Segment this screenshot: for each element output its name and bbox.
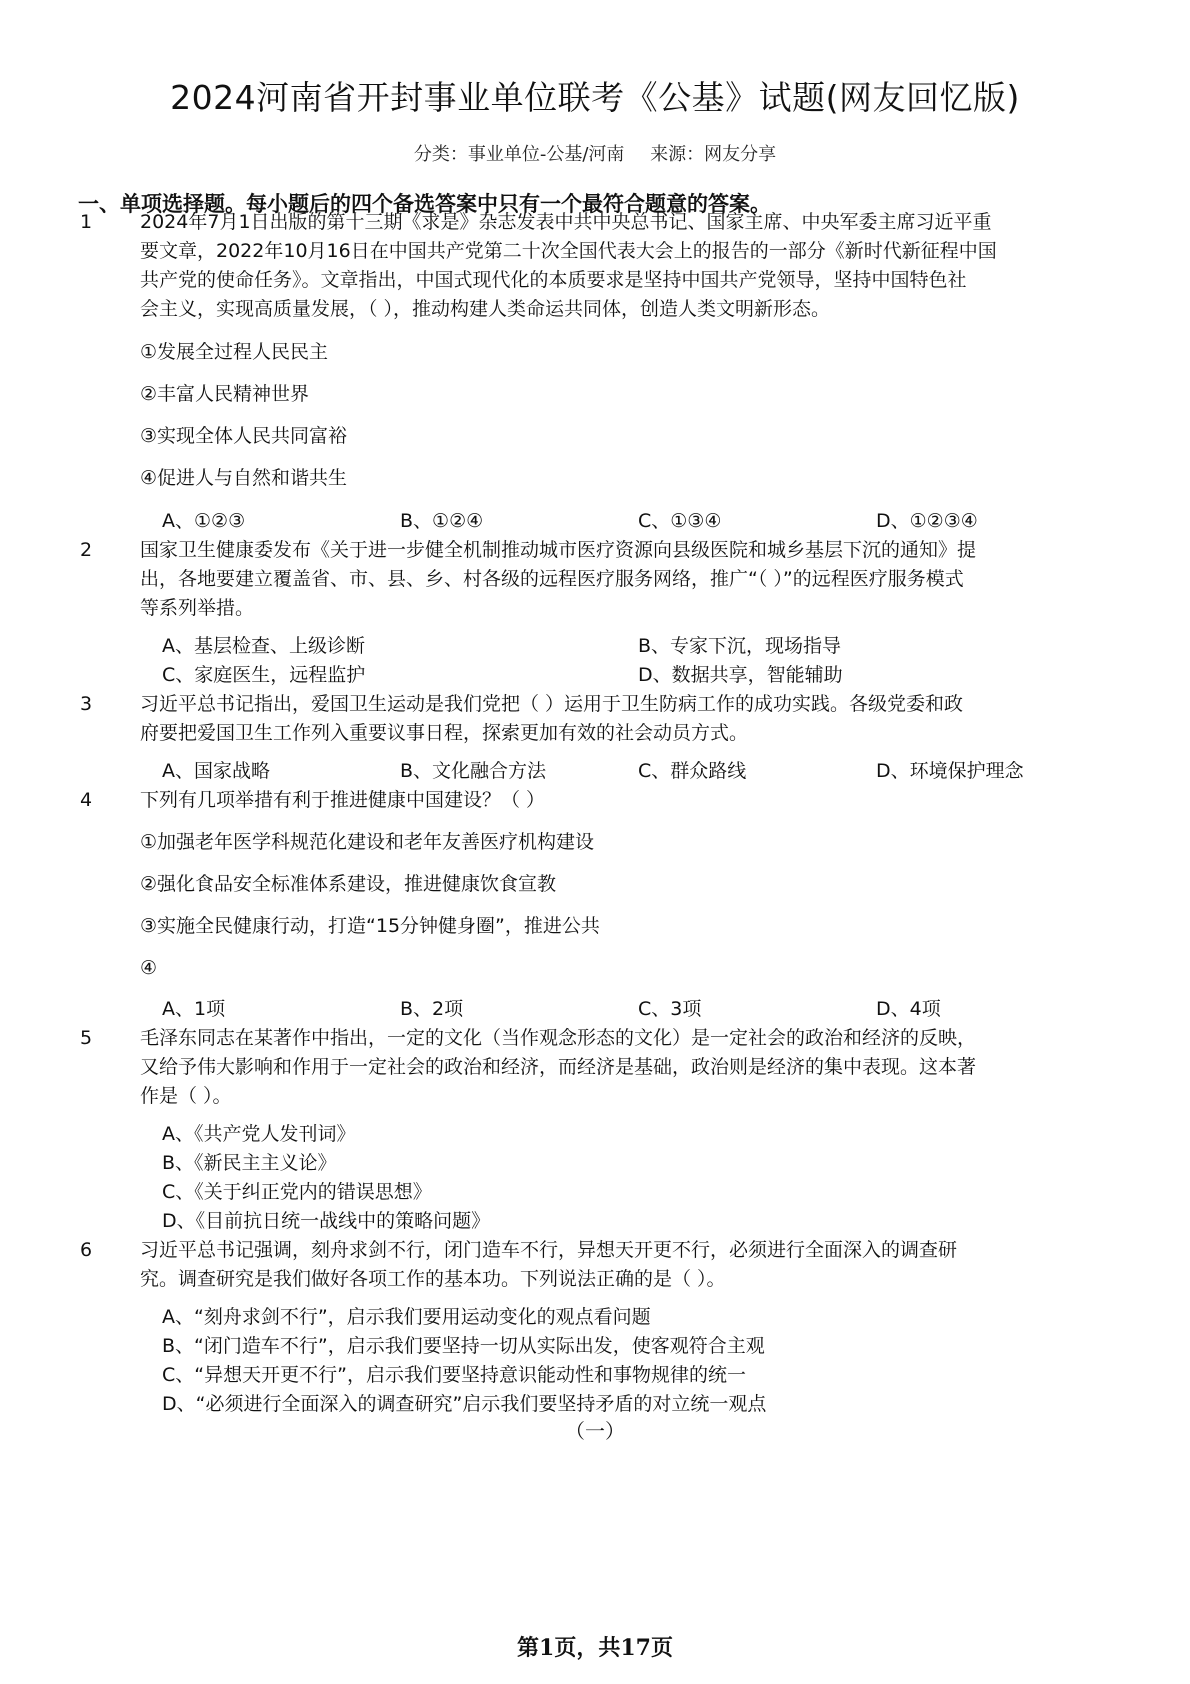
category-label: 分类：事业单位-公基/河南	[413, 144, 625, 165]
option-c: C、“异想天开更不行”，启示我们要坚持意识能动性和事物规律的统一	[162, 1364, 746, 1386]
option-d: D、①②③④	[876, 510, 978, 532]
question-line: 出，各地要建立覆盖省、市、县、乡、村各级的远程医疗服务网络，推广“（ ）”的远程医疗服务模式	[140, 568, 964, 590]
question-line: 府要把爱国卫生工作列入重要议事日程，探索更加有效的社会动员方式。	[140, 722, 749, 744]
question-line: 究。调查研究是我们做好各项工作的基本功。下列说法正确的是（ ）。	[140, 1268, 726, 1290]
page-footer: 第1页，共17页	[517, 1635, 673, 1661]
option-d: D、《目前抗日统一战线中的策略问题》	[162, 1210, 491, 1232]
option-b: B、“闭门造车不行”，启示我们要坚持一切从实际出发，使客观符合主观	[162, 1335, 765, 1357]
option-a: A、①②③	[162, 510, 246, 532]
option-d: D、“必须进行全面深入的调查研究”启示我们要坚持矛盾的对立统一观点	[162, 1393, 767, 1415]
option-a: A、1项	[162, 998, 226, 1020]
source-label: 来源：网友分享	[650, 144, 777, 165]
option-a: A、国家战略	[162, 760, 270, 782]
question-line: 等系列举措。	[140, 597, 255, 619]
question-line: 国家卫生健康委发布《关于进一步健全机制推动城市医疗资源向县级医院和城乡基层下沉的通知》提	[140, 539, 977, 561]
statement: ③实现全体人民共同富裕	[140, 425, 348, 447]
statement: ④	[140, 957, 158, 979]
section-heading: 一、单项选择题。每小题后的四个备选答案中只有一个最符合题意的答案。	[78, 192, 771, 216]
option-a: A、《共产党人发刊词》	[162, 1123, 356, 1145]
question-number: 6	[80, 1239, 93, 1261]
statement: ①发展全过程人民民主	[140, 341, 329, 363]
question-line: 下列有几项举措有利于推进健康中国建设？（ ）	[140, 789, 546, 811]
meta-line	[0, 143, 1190, 167]
question-number: 5	[80, 1027, 93, 1049]
option-c: C、家庭医生，远程监护	[162, 664, 366, 686]
question-number: 3	[80, 693, 93, 715]
section-page-mark: （一）	[565, 1419, 625, 1443]
option-b: B、2项	[400, 998, 464, 1020]
question-line: 会主义，实现高质量发展，（ ），推动构建人类命运共同体，创造人类文明新形态。	[140, 298, 831, 320]
option-c: C、群众路线	[638, 760, 747, 782]
option-b: B、《新民主主义论》	[162, 1152, 337, 1174]
question-line: 毛泽东同志在某著作中指出，一定的文化（当作观念形态的文化）是一定社会的政治和经济的反映，	[140, 1027, 977, 1049]
question-line: 共产党的使命任务》。文章指出，中国式现代化的本质要求是坚持中国共产党领导，坚持中国特色社	[140, 269, 967, 291]
question-number: 4	[80, 789, 93, 811]
page-title: 2024河南省开封事业单位联考《公基》试题(网友回忆版)	[170, 78, 1020, 117]
question-line: 作是（ ）。	[140, 1085, 232, 1107]
option-d: D、环境保护理念	[876, 760, 1024, 782]
statement: ②丰富人民精神世界	[140, 383, 310, 405]
question-line: 习近平总书记指出，爱国卫生运动是我们党把（ ）运用于卫生防病工作的成功实践。各级党委和政	[140, 693, 964, 715]
option-c: C、《关于纠正党内的错误思想》	[162, 1181, 432, 1203]
statement: ①加强老年医学科规范化建设和老年友善医疗机构建设	[140, 831, 595, 853]
question-line: 2024年7月1日出版的第十三期《求是》杂志发表中共中央总书记、国家主席、中央军委主席习近平重	[140, 211, 992, 233]
option-b: B、专家下沉，现场指导	[638, 635, 842, 657]
question-line: 要文章，2022年10月16日在中国共产党第二十次全国代表大会上的报告的一部分《新时代新征程中国	[140, 240, 997, 262]
question-line: 又给予伟大影响和作用于一定社会的政治和经济，而经济是基础，政治则是经济的集中表现。这本著	[140, 1056, 977, 1078]
statement: ④促进人与自然和谐共生	[140, 467, 348, 489]
option-a: A、基层检查、上级诊断	[162, 635, 365, 657]
option-d: D、4项	[876, 998, 941, 1020]
question-line: 习近平总书记强调，刻舟求剑不行，闭门造车不行，异想天开更不行，必须进行全面深入的调查研	[140, 1239, 958, 1261]
option-a: A、“刻舟求剑不行”，启示我们要用运动变化的观点看问题	[162, 1306, 651, 1328]
statement: ③实施全民健康行动，打造“15分钟健身圈”，推进公共	[140, 915, 600, 937]
option-b: B、①②④	[400, 510, 484, 532]
statement: ②强化食品安全标准体系建设，推进健康饮食宣教	[140, 873, 557, 895]
option-c: C、①③④	[638, 510, 722, 532]
option-d: D、数据共享，智能辅助	[638, 664, 843, 686]
option-c: C、3项	[638, 998, 702, 1020]
question-number: 1	[80, 211, 93, 233]
option-b: B、文化融合方法	[400, 760, 547, 782]
question-number: 2	[80, 539, 93, 561]
